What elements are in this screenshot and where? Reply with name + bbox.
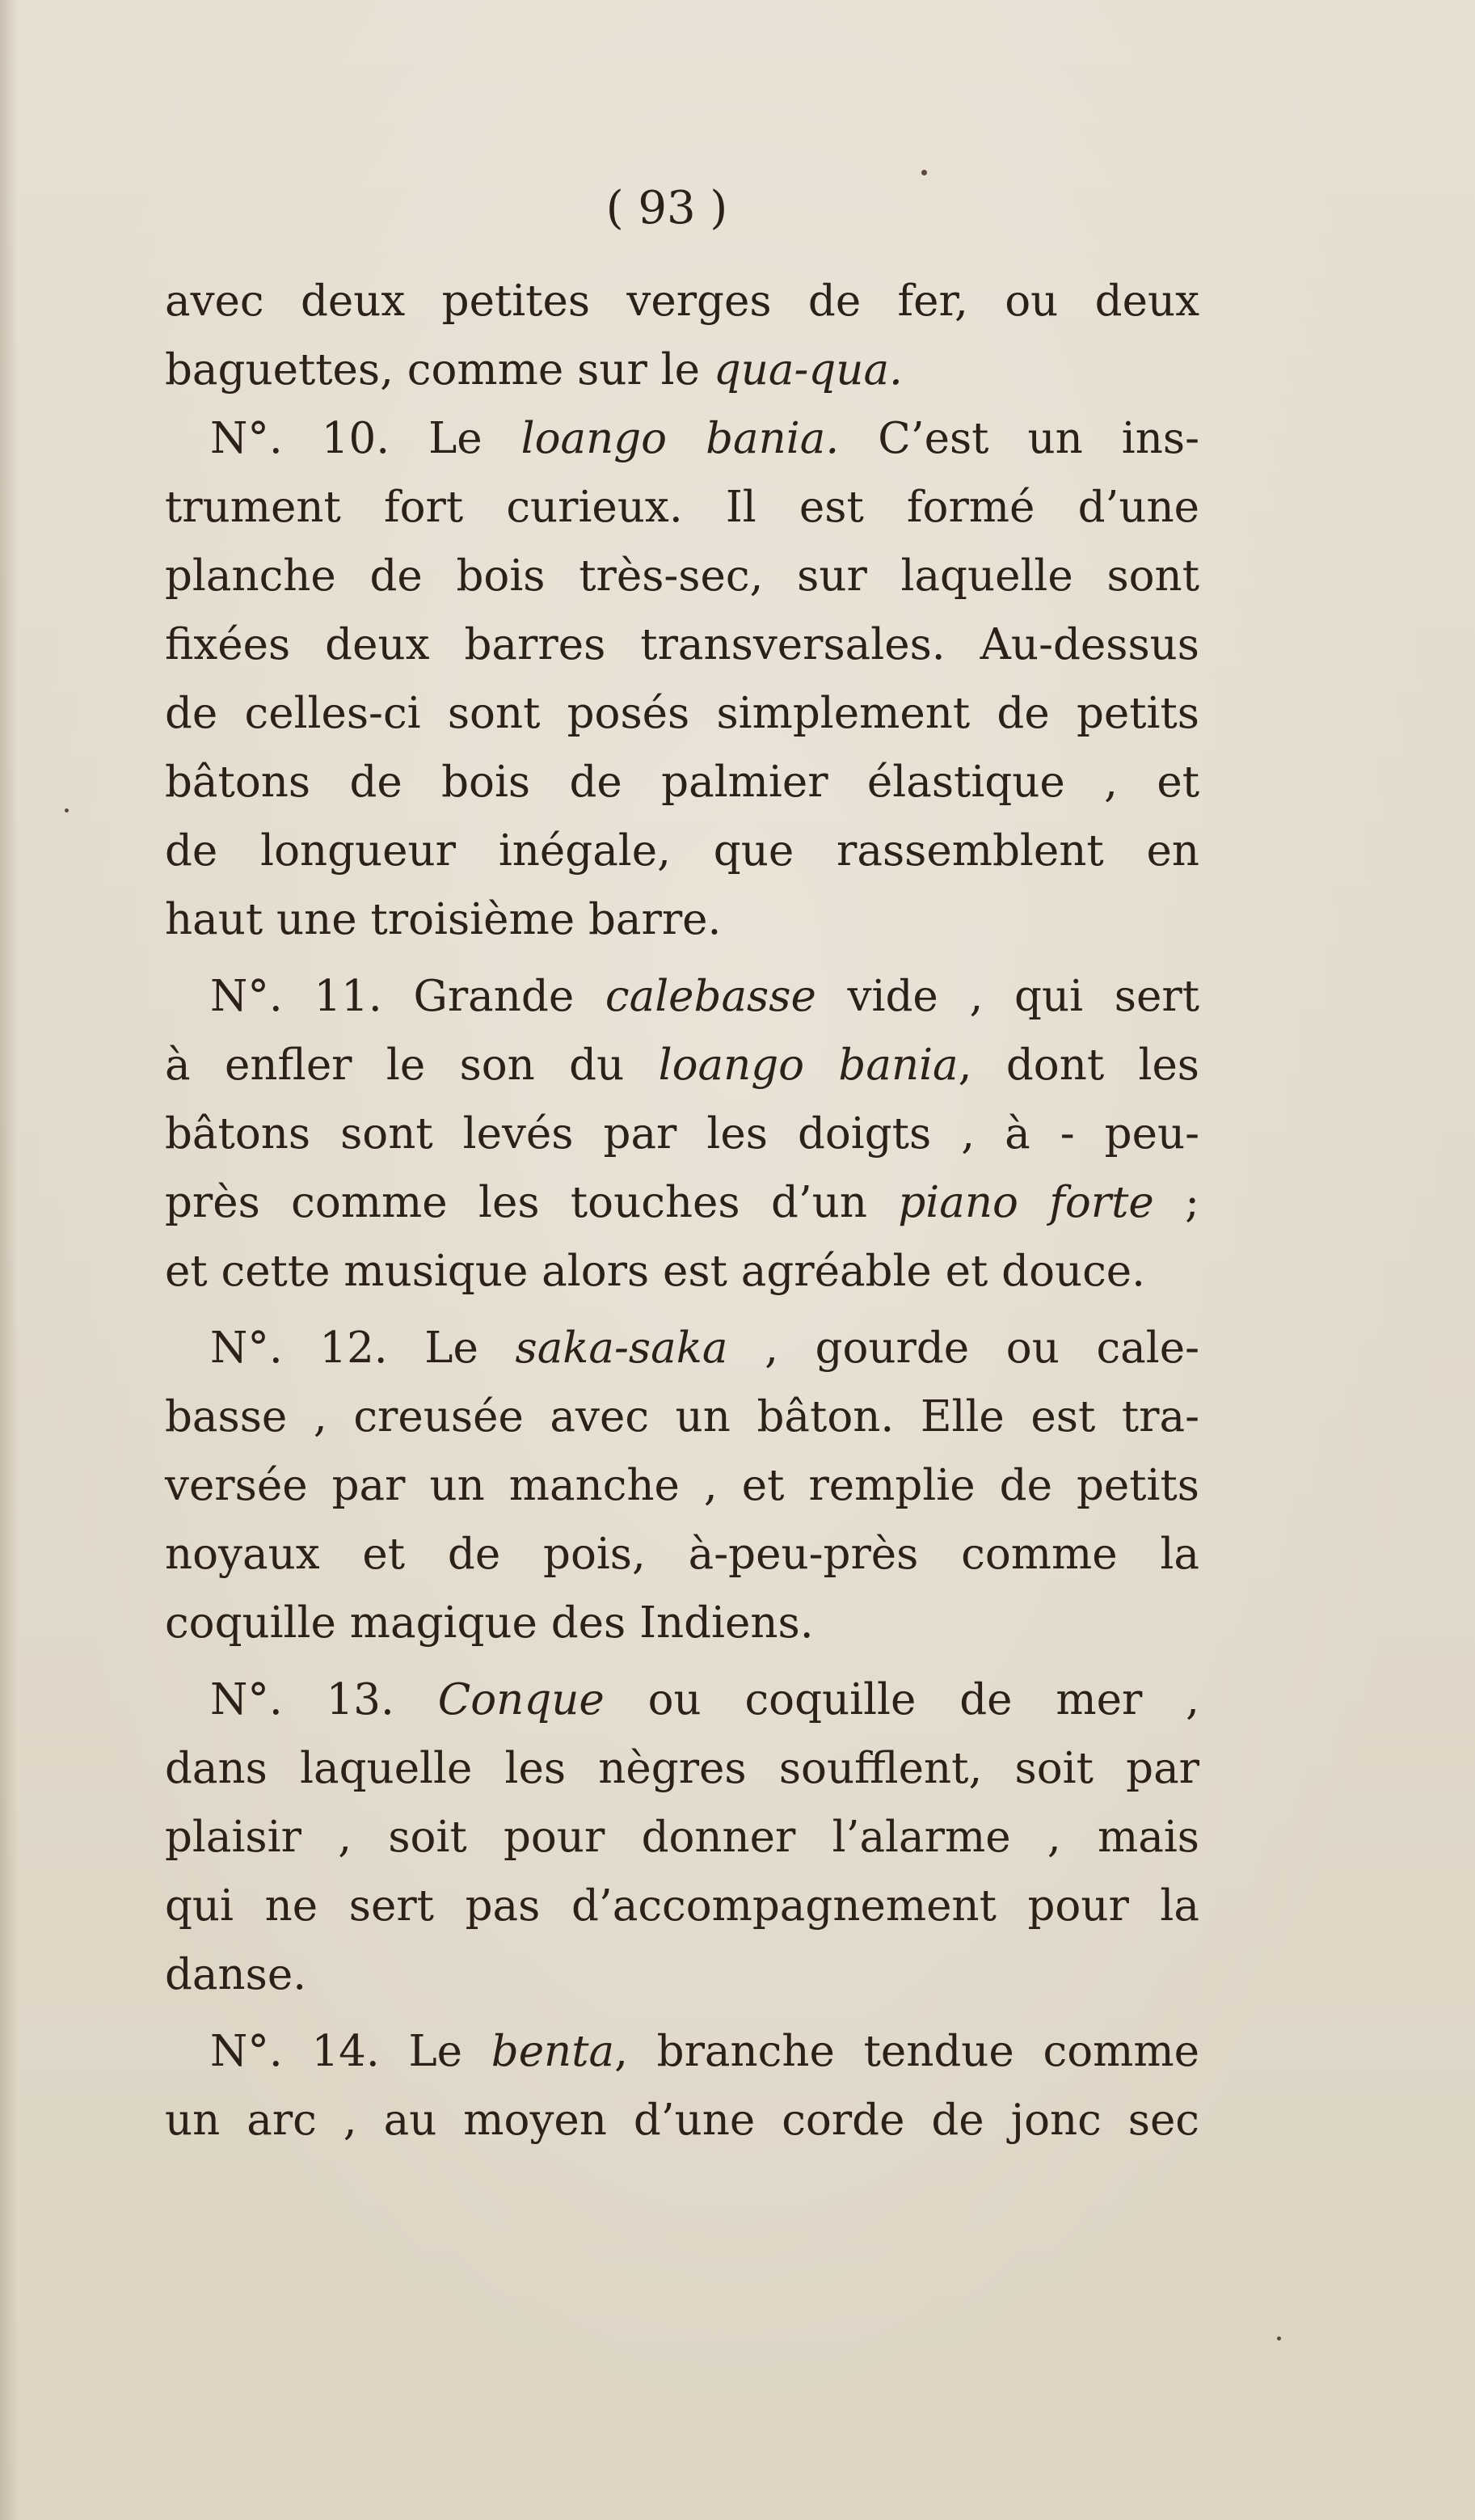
entry-14-heading: N°. 14. Le benta, branche tendue comme — [210, 2027, 1199, 2076]
text-line: versée par un manche , et remplie de petits — [165, 1461, 1199, 1510]
text-line: bâtons sont levés par les doigts , à - peu- — [165, 1109, 1199, 1159]
text-line: haut une troisième barre. — [165, 895, 722, 944]
text-line: un arc , au moyen d’une corde de jonc sec — [165, 2096, 1199, 2145]
page-number: ( 93 ) — [605, 182, 728, 234]
text-line: fixées deux barres transversales. Au-dessus — [165, 620, 1199, 669]
text-line: avec deux petites verges de fer, ou deux — [165, 276, 1199, 326]
text-line: de celles-ci sont posés simplement de petits — [165, 689, 1199, 738]
text-line: bâtons de bois de palmier élastique , et — [165, 758, 1199, 807]
page-fold-shadow — [0, 0, 18, 2520]
entry-13-heading: N°. 13. Conque ou coquille de mer , — [210, 1675, 1199, 1724]
ink-speck — [65, 808, 69, 813]
text-line: trument fort curieux. Il est formé d’une — [165, 483, 1199, 532]
text-line: baguettes, comme sur le qua-qua. — [165, 345, 903, 395]
entry-12-heading: N°. 12. Le saka-saka , gourde ou cale- — [210, 1323, 1199, 1373]
ink-speck — [921, 170, 927, 175]
entry-10-heading: N°. 10. Le loango bania. C’est un ins- — [210, 414, 1199, 463]
text-line: noyaux et de pois, à-peu-près comme la — [165, 1530, 1199, 1579]
entry-11-heading: N°. 11. Grande calebasse vide , qui sert — [210, 972, 1199, 1021]
text-line: dans laquelle les nègres soufflent, soit par — [165, 1744, 1199, 1793]
text-line: plaisir , soit pour donner l’alarme , mais — [165, 1813, 1199, 1862]
ink-speck — [1277, 2336, 1281, 2341]
text-line: et cette musique alors est agréable et douce. — [165, 1247, 1146, 1296]
text-line: de longueur inégale, que rassemblent en — [165, 826, 1199, 876]
text-line: danse. — [165, 1950, 307, 1999]
text-line: qui ne sert pas d’accompagnement pour la — [165, 1881, 1199, 1931]
text-line: à enfler le son du loango bania, dont les — [165, 1041, 1200, 1090]
text-line: coquille magique des Indiens. — [165, 1598, 814, 1648]
text-line: planche de bois très-sec, sur laquelle sont — [165, 551, 1199, 601]
text-line: basse , creusée avec un bâton. Elle est tra- — [165, 1392, 1199, 1442]
text-line: près comme les touches d’un piano forte ; — [165, 1178, 1199, 1227]
body-text — [165, 267, 1199, 2155]
